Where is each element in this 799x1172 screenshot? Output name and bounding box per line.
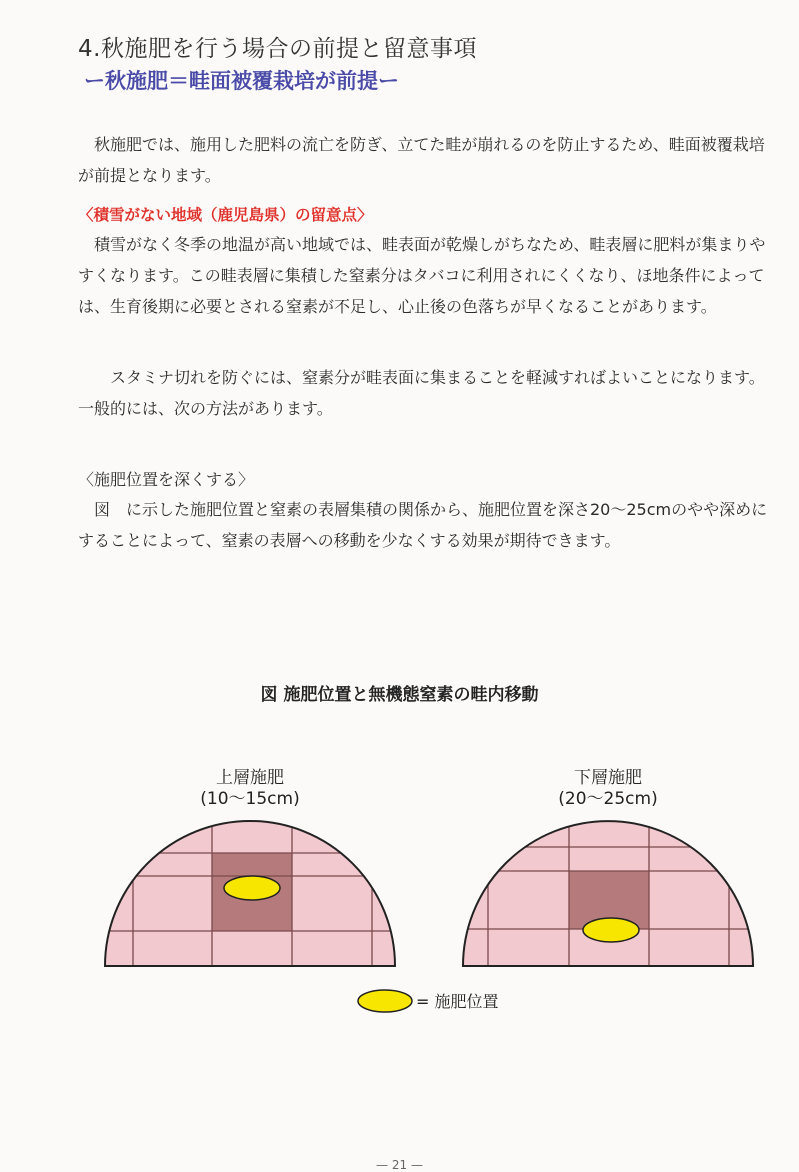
paragraph-intro: 秋施肥では、施用した肥料の流亡を防ぎ、立てた畦が崩れるのを防止するため、畦面被覆栽培が前提となります。 xyxy=(78,135,765,185)
right-ridge-label: 下層施肥 xyxy=(574,768,642,788)
right-fertilizer-position xyxy=(583,918,639,942)
paragraph-snowless: 積雪がなく冬季の地温が高い地域では、畦表面が乾燥しがちなため、畦表層に肥料が集まりやすくなります。この畦表層に集積した窒素分はタバコに利用されにくくなり、ほ地条件によっては、生育後期に必要とされる窒素が不足し、心止後の色落ちが早くなることがあります。 xyxy=(78,235,766,316)
left-fertilizer-position xyxy=(224,876,280,900)
paragraph-stamina: スタミナ切れを防ぐには、窒素分が畦表面に集まることを軽減すればよいことになります。一般的には、次の方法があります。 xyxy=(78,368,765,418)
right-ridge-depth: (20～25cm) xyxy=(558,789,658,809)
red-heading: 〈積雪がない地域（鹿児島県）の留意点〉 xyxy=(78,206,373,224)
legend-fertilizer-swatch xyxy=(358,990,412,1012)
right-ridge xyxy=(458,810,758,970)
legend-label: = 施肥位置 xyxy=(416,992,499,1011)
figure-title: 図 施肥位置と無機態窒素の畦内移動 xyxy=(260,685,539,705)
paragraph-deep: 図 に示した施肥位置と窒素の表層集積の関係から、施肥位置を深さ20～25cmのやや深めにすることによって、窒素の表層への移動を少なくする効果が期待できます。 xyxy=(78,500,768,550)
section-title: 4.秋施肥を行う場合の前提と留意事項 xyxy=(78,36,477,62)
left-ridge-depth: (10～15cm) xyxy=(200,789,300,809)
section-subtitle: ー秋施肥＝畦面被覆栽培が前提ー xyxy=(84,69,399,93)
sub-heading: 〈施肥位置を深くする〉 xyxy=(78,470,255,489)
left-ridge xyxy=(100,810,400,970)
ridge-diagram xyxy=(0,750,799,1030)
page-number: — 21 — xyxy=(376,1158,423,1172)
left-ridge-label: 上層施肥 xyxy=(216,768,284,788)
